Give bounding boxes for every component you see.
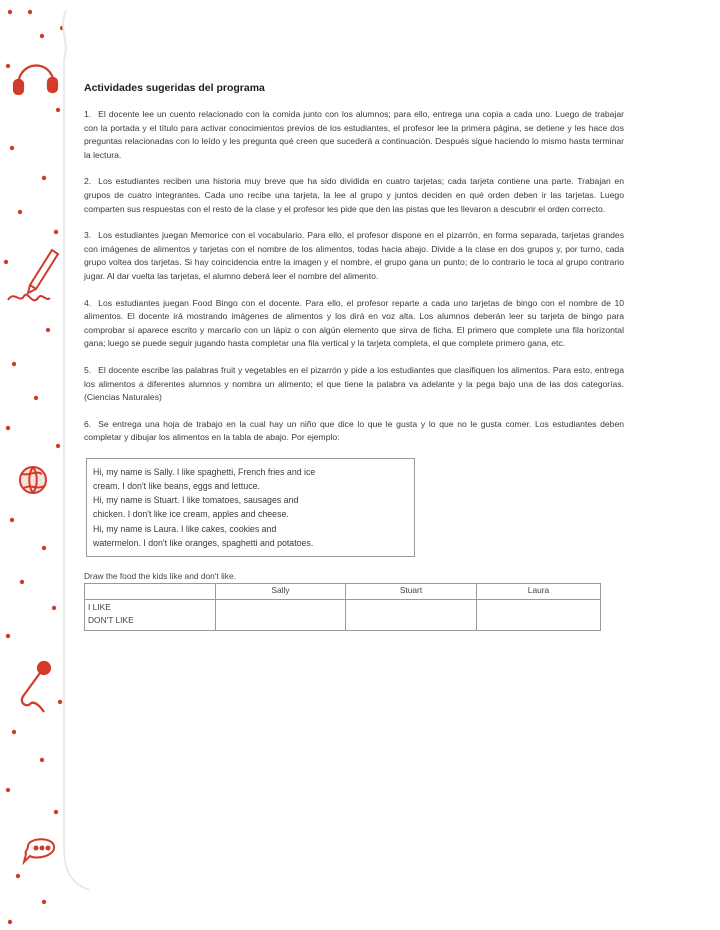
activity-number: 1. (84, 109, 92, 119)
page-title: Actividades sugeridas del programa (84, 82, 265, 94)
activity-item-5 (84, 364, 624, 405)
table-row (85, 600, 601, 631)
example-line: chicken. I don't like ice cream, apples and cheese. (93, 509, 289, 520)
activity-item-6 (84, 418, 624, 445)
table-header-cell (85, 584, 216, 600)
example-line: watermelon. I don't like oranges, spaghetti and potatoes. (93, 537, 314, 548)
activity-text: Los estudiantes juegan Food Bingo con el docente. Para ello, el profesor reparte a cada uno tarjetas de bingo con el nombre de 10 alimentos. El docente irá mostrando imágenes de alimentos y los dirá en voz alta. Los alumnos deberán leer su tarjeta de bingo para comprobar si aparece escrito y marcarlo con un lápiz o con algún elemento que sirva de ficha. El primero que complete una fila horizontal gana; luego se puede seguir jugando hasta completar una fila vertical y la tarjeta completa, el que complete primero gana, etc. (84, 297, 624, 349)
activity-text: El docente escribe las palabras fruit y vegetables en el pizarrón y pide a los estudiantes que clasifiquen los alimentos. Para esto, entrega los alimentos a diferentes alumnos y nombra un alimento; el que tiene la palabra va adelante y la pega bajo una de las dos categorías. (Ciencias Naturales) (84, 364, 624, 403)
table-caption: Draw the food the kids like and don't like. (84, 571, 236, 582)
example-line: cream. I don't like beans, eggs and lettuce. (93, 481, 260, 492)
row-label-dont-like: DON'T LIKE (88, 615, 134, 626)
document-body (84, 82, 624, 631)
worksheet-table (84, 583, 601, 631)
activity-number: 5. (84, 364, 92, 375)
activity-text: Se entrega una hoja de trabajo en la cual hay un niño que dice lo que le gusta y lo que no le gusta comer. Los estudiantes deben completar y dibujar los alimentos en la tabla de abajo. Por ejemplo: (84, 418, 624, 443)
example-line: Hi, my name is Stuart. I like tomatoes, sausages and (93, 495, 299, 506)
activity-number: 4. (84, 297, 92, 308)
table-header-row (85, 584, 601, 600)
table-header-cell: Laura (477, 584, 601, 600)
activity-item-2 (84, 175, 624, 216)
row-label-like: I LIKE (88, 602, 111, 613)
activity-number: 2. (84, 176, 92, 187)
example-text-box (86, 458, 415, 557)
table-cell (346, 600, 477, 631)
activity-item-3 (84, 229, 624, 283)
activity-number: 3. (84, 230, 92, 241)
activity-item-4 (84, 297, 624, 351)
table-header-cell: Stuart (346, 584, 477, 600)
table-row-labels (85, 600, 216, 631)
activity-text: Los estudiantes reciben una historia muy breve que ha sido dividida en cuatro tarjetas; cada tarjeta contiene una parte. Trabajan en grupos de cuatro integrantes. Cada uno recibe una tarjeta, la lee al grupo y juntos deciden en qué orden deben ir las tarjetas. Luego comparten sus respuestas con el resto de la clase y el profesor les pide que den las pistas que les llevaron a descubrir el orden correcto. (84, 176, 624, 214)
example-line: Hi, my name is Laura. I like cakes, cookies and (93, 523, 277, 534)
table-cell (216, 600, 346, 631)
activity-item-1 (84, 108, 624, 162)
activity-text: Los estudiantes juegan Memorice con el vocabulario. Para ello, el profesor dispone en el pizarrón, en forma separada, tarjetas grandes con imágenes de alimentos y tarjetas con el nombre de los alimentos, todas hacia abajo. Divide a la clase en dos grupos y, por turno, cada grupo voltea dos tarjetas. Si hay coincidencia entre la imagen y el nombre, el grupo gana un punto; de lo contrario le toca al grupo contrario jugar. Al dar vuelta las tarjetas, el alumno deberá leer el nombre del alimento. (84, 230, 624, 281)
activity-text: El docente lee un cuento relacionado con la comida junto con los alumnos; para ello, entrega una copia a cada uno. Luego de trabajar con la portada y el título para activar conocimientos previos de los estudiantes, el profesor lee la primera página, se detiene y les hace dos preguntas relacionadas con lo leído y les pregunta qué creen que sucederá a continuación. Después sigue haciendo lo mismo hasta terminar la lectura. (84, 109, 624, 160)
table-header-cell: Sally (216, 584, 346, 600)
example-line: Hi, my name is Sally. I like spaghetti, French fries and ice (93, 466, 316, 477)
table-cell (477, 600, 601, 631)
activity-number: 6. (84, 418, 92, 429)
